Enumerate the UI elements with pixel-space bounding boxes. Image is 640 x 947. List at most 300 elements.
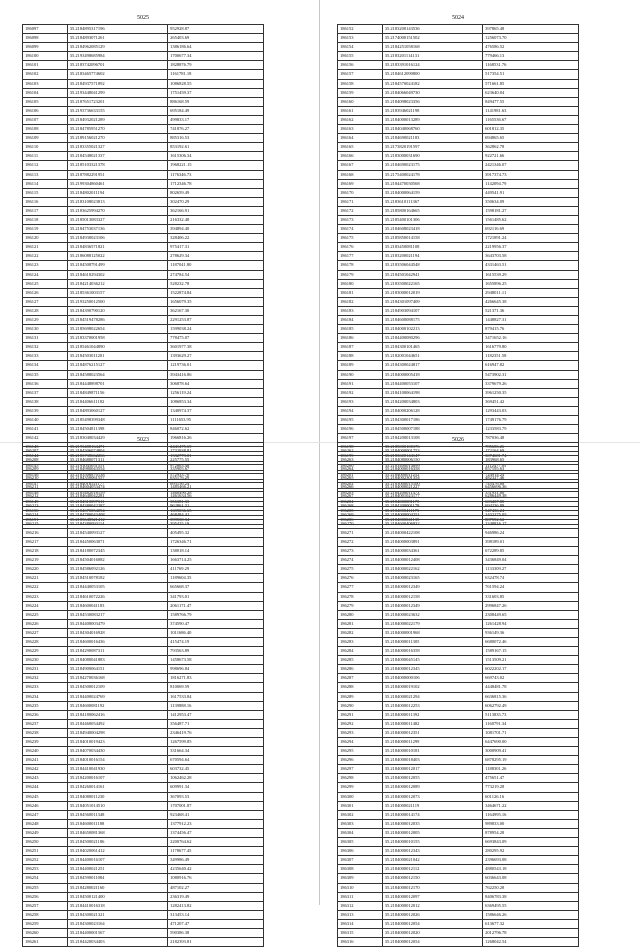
row-id-cell: 186282 (338, 628, 383, 637)
table-row (338, 674, 579, 683)
coordinate-cell: 35.2184895317196 (67, 25, 167, 34)
coordinate-cell: 35.2184000012150 (382, 874, 482, 883)
value-cell: 395425.19 (168, 519, 264, 528)
row-id-cell: 186316 (338, 938, 383, 947)
coordinate-cell: 35.2186088125022 (67, 252, 167, 261)
coordinate-cell: 35.2184903094107 (382, 306, 482, 315)
coordinate-cell: 35.2184900064151 (67, 665, 167, 674)
value-cell: 475651.47 (483, 774, 579, 783)
row-id-cell: 186175 (338, 234, 383, 243)
value-cell: 2432275.05 (483, 510, 579, 519)
coordinate-cell: 35.2184504811398 (67, 425, 167, 434)
row-id-cell: 186297 (338, 765, 383, 774)
row-id-cell: 186166 (338, 152, 383, 161)
table-row (338, 574, 579, 583)
coordinate-cell: 35.2184301097409 (382, 297, 482, 306)
coordinate-cell: 35.2184000013289 (382, 115, 482, 124)
table-row (23, 583, 264, 592)
table-row (338, 125, 579, 134)
value-cell: 3436849.04 (483, 556, 579, 565)
coordinate-cell: 35.2184000012054 (382, 938, 482, 947)
coordinate-cell: 35.2184000021227 (382, 483, 482, 492)
table-row (23, 665, 264, 674)
row-id-cell: 186292 (338, 719, 383, 728)
page-number: 5026 (452, 437, 464, 443)
row-id-cell: 186191 (338, 379, 383, 388)
value-cell: 1233583.79 (483, 425, 579, 434)
row-id-cell: 186204 (338, 497, 383, 506)
value-cell: 1081701.71 (483, 728, 579, 737)
coordinate-cell: 35.2183370001958 (67, 334, 167, 343)
value-cell: 1726346.71 (168, 537, 264, 546)
row-id-cell: 186211 (23, 483, 68, 492)
row-id-cell: 186294 (338, 738, 383, 747)
value-cell: 487102.27 (168, 883, 264, 892)
coordinate-cell: 35.2184470030568 (382, 179, 482, 188)
row-id-cell: 186241 (23, 756, 68, 765)
table-row (23, 774, 264, 783)
table-row (338, 388, 579, 397)
row-id-cell: 186269 (338, 510, 383, 519)
table-row (23, 928, 264, 937)
table-row (23, 738, 264, 747)
table-row (338, 838, 579, 847)
value-cell: 471207.47 (168, 919, 264, 928)
row-id-cell: 186248 (23, 819, 68, 828)
coordinate-cell: 35.2184802011194 (67, 188, 167, 197)
coordinate-cell: 35.2183391016124 (382, 61, 482, 70)
row-id-cell: 186136 (23, 379, 68, 388)
table-row (338, 370, 579, 379)
coordinate-cell: 35.2184000021042 (382, 856, 482, 865)
coordinate-cell: 35.2183600144147 (382, 452, 482, 461)
value-cell: 274784.54 (168, 270, 264, 279)
row-id-cell: 186129 (23, 316, 68, 325)
coordinate-cell: 35.2184610072226 (67, 592, 167, 601)
row-id-cell: 186174 (338, 225, 383, 234)
row-id-cell: 186275 (338, 565, 383, 574)
coordinate-cell: 35.2184016521177 (67, 479, 167, 488)
value-cell: 3643703.58 (483, 252, 579, 261)
row-id-cell: 186145 (23, 461, 68, 470)
table-row (338, 501, 579, 510)
table-row (338, 519, 579, 528)
value-cell: 499833.17 (168, 115, 264, 124)
table-row (23, 243, 264, 252)
row-id-cell: 186103 (23, 79, 68, 88)
table-row (23, 510, 264, 519)
value-cell: 349986.49 (168, 856, 264, 865)
coordinate-cell: 35.2184618294302 (67, 270, 167, 279)
row-id-cell: 186312 (338, 901, 383, 910)
value-cell: 183968.65 (483, 456, 579, 465)
row-id-cell: 186134 (23, 361, 68, 370)
table-row (338, 25, 579, 34)
row-id-cell: 186187 (338, 343, 383, 352)
coordinate-cell: 35.2183738662266 (67, 452, 167, 461)
value-cell: 975417.31 (168, 243, 264, 252)
table-row (23, 61, 264, 70)
table-row (23, 483, 264, 492)
coordinate-cell: 35.2185461044890 (67, 343, 167, 352)
row-id-cell: 186205 (338, 506, 383, 515)
row-id-cell: 186162 (338, 115, 383, 124)
coordinate-cell: 35.2184450063071 (67, 537, 167, 546)
row-id-cell: 186180 (338, 279, 383, 288)
coordinate-cell: 35.2184000422108 (382, 528, 482, 537)
row-id-cell: 186107 (23, 115, 68, 124)
coordinate-cell: 35.2183648321412 (67, 516, 167, 525)
coordinate-cell: 35.2184350061557 (67, 474, 167, 483)
value-cell: 3943416.86 (168, 370, 264, 379)
value-cell: 1616779.80 (483, 343, 579, 352)
table-row (23, 252, 264, 261)
table-row (338, 52, 579, 61)
coordinate-cell: 35.2184600011188 (67, 819, 167, 828)
value-cell: 1282413.82 (168, 901, 264, 910)
row-id-cell: 186202 (338, 479, 383, 488)
value-cell: 1828876.79 (168, 61, 264, 70)
table-row (338, 234, 579, 243)
row-id-cell: 186309 (338, 874, 383, 883)
table-row (338, 97, 579, 106)
value-cell: 302470.29 (168, 197, 264, 206)
table-row (23, 601, 264, 610)
value-cell: 962861.31 (168, 501, 264, 510)
row-id-cell: 186157 (338, 70, 383, 79)
row-id-cell: 186305 (338, 838, 383, 847)
coordinate-cell: 35.2184180062416 (67, 710, 167, 719)
value-cell: 4331463.51 (483, 261, 579, 270)
coordinate-cell: 35.2183625994270 (67, 206, 167, 215)
value-cell: 216332.48 (168, 215, 264, 224)
row-id-cell: 186114 (23, 179, 68, 188)
table-row (23, 388, 264, 397)
coordinate-cell: 35.2184300021321 (67, 910, 167, 919)
coordinate-cell: 35.2183506044548 (382, 261, 482, 270)
row-id-cell: 186267 (338, 492, 383, 501)
value-cell: 394894.40 (168, 225, 264, 234)
row-id-cell: 186110 (23, 143, 68, 152)
row-id-cell: 186139 (23, 406, 68, 415)
coordinate-cell: 35.2184588023564 (67, 370, 167, 379)
value-cell: 923468.41 (168, 810, 264, 819)
row-id-cell: 186155 (338, 52, 383, 61)
coordinate-cell: 35.2193736633155 (67, 106, 167, 115)
value-cell: 2441475.69 (168, 443, 264, 452)
value-cell: 665668.37 (168, 583, 264, 592)
table-row (23, 810, 264, 819)
coordinate-cell: 35.2184000000106 (382, 674, 482, 683)
value-cell: 2396693.08 (483, 856, 579, 865)
table-row (23, 710, 264, 719)
table-row (23, 261, 264, 270)
value-cell: 616947.82 (483, 361, 579, 370)
table-row (338, 343, 579, 352)
table-row (23, 234, 264, 243)
coordinate-cell: 35.2184200016107 (67, 774, 167, 783)
value-cell: 313453.14 (168, 910, 264, 919)
row-id-cell: 186133 (23, 352, 68, 361)
table-row (23, 79, 264, 88)
coordinate-cell: 35.2184000012012 (382, 901, 482, 910)
row-id-cell: 186131 (23, 334, 68, 343)
value-cell: 415474.19 (168, 637, 264, 646)
value-cell: 4880543.18 (483, 865, 579, 874)
row-id-cell: 186152 (338, 25, 383, 34)
coordinate-cell: 35.2184604053474 (67, 483, 167, 492)
table-row (338, 225, 579, 234)
value-cell: 1188301.26 (483, 765, 579, 774)
value-cell: 306878.64 (168, 379, 264, 388)
value-cell: 350634.09 (483, 197, 579, 206)
coordinate-cell: 35.2184570024182 (382, 79, 482, 88)
value-cell: 6878295.19 (483, 756, 579, 765)
table-row (23, 574, 264, 583)
table-row (23, 70, 264, 79)
value-cell: 1598181.27 (483, 206, 579, 215)
row-id-cell: 186302 (338, 810, 383, 819)
value-cell: 1332773.01 (168, 452, 264, 461)
value-cell: 398189.01 (483, 537, 579, 546)
table-row (338, 34, 579, 43)
value-cell: 328406.22 (168, 234, 264, 243)
row-id-cell: 186221 (23, 574, 68, 583)
coordinate-cell: 35.2184540093127 (67, 528, 167, 537)
coordinate-cell: 35.2184753037136 (67, 225, 167, 234)
value-cell: 692116.69 (483, 225, 579, 234)
value-cell: 1655896.25 (483, 279, 579, 288)
value-cell: 1293443.03 (483, 406, 579, 415)
table-row (23, 701, 264, 710)
row-id-cell: 186279 (338, 601, 383, 610)
value-cell: 1182351.58 (483, 352, 579, 361)
row-id-cell: 186252 (23, 856, 68, 865)
table-row (23, 325, 264, 334)
table-row (338, 801, 579, 810)
row-id-cell: 186198 (338, 443, 383, 452)
table-row (23, 747, 264, 756)
value-cell: 399530.34 (168, 516, 264, 525)
coordinate-cell: 35.2184932021289 (67, 115, 167, 124)
table-row (23, 206, 264, 215)
coordinate-cell: 35.2184000011252 (382, 470, 482, 479)
value-cell: 331603.85 (483, 592, 579, 601)
table-row (23, 456, 264, 465)
coordinate-cell: 35.2184400001567 (67, 928, 167, 937)
row-id-cell: 186251 (23, 847, 68, 856)
row-id-cell: 186225 (23, 610, 68, 619)
coordinate-cell: 35.2183000015100 (382, 479, 482, 488)
row-id-cell: 186146 (23, 470, 68, 479)
table-row (338, 874, 579, 883)
coordinate-cell: 35.2184020061412 (67, 847, 167, 856)
table-row (23, 279, 264, 288)
value-cell: 1968221.15 (168, 161, 264, 170)
coordinate-cell: 35.2183610111367 (382, 197, 482, 206)
coordinate-cell: 35.2184400024769 (67, 692, 167, 701)
value-cell: 603437.80 (483, 497, 579, 506)
row-id-cell: 186213 (23, 501, 68, 510)
table-row (338, 197, 579, 206)
value-cell: 853192.61 (168, 143, 264, 152)
coordinate-cell: 35.2184000001753 (382, 447, 482, 456)
coordinate-cell: 35.2184300101465 (382, 343, 482, 352)
table-row (23, 501, 264, 510)
coordinate-cell: 35.2184260014161 (67, 783, 167, 792)
coordinate-cell: 35.2183450081108 (382, 243, 482, 252)
value-cell: 857195.63 (483, 465, 579, 474)
table-row (23, 847, 264, 856)
value-cell: 1133309.27 (483, 565, 579, 574)
value-cell: 3917374.73 (483, 170, 579, 179)
value-cell: 773219.28 (483, 783, 579, 792)
row-id-cell: 186254 (23, 874, 68, 883)
row-id-cell: 186173 (338, 215, 383, 224)
row-id-cell: 186308 (338, 865, 383, 874)
table-row (23, 647, 264, 656)
row-id-cell: 186214 (23, 510, 68, 519)
coordinate-cell: 35.2193250012500 (67, 297, 167, 306)
row-id-cell: 186253 (23, 865, 68, 874)
table-row (338, 701, 579, 710)
table-row (338, 892, 579, 901)
coordinate-cell: 35.2193488164471 (67, 443, 167, 452)
row-id-cell: 186117 (23, 206, 68, 215)
row-id-cell: 186280 (338, 610, 383, 619)
coordinate-cell: 35.2184000012097 (382, 892, 482, 901)
table-row (338, 819, 579, 828)
row-id-cell: 186171 (338, 197, 383, 206)
value-cell: 3000909.41 (483, 747, 579, 756)
value-cell: 1749176.79 (483, 416, 579, 425)
value-cell: 1268042.54 (483, 938, 579, 947)
row-id-cell: 186119 (23, 225, 68, 234)
value-cell: 623640.04 (483, 88, 579, 97)
value-cell: 762250.28 (483, 883, 579, 892)
row-id-cell: 186125 (23, 279, 68, 288)
coordinate-cell: 35.2184448898701 (67, 379, 167, 388)
value-cell: 3961250.35 (483, 388, 579, 397)
table-row (338, 134, 579, 143)
coordinate-cell: 35.2184200013108 (382, 434, 482, 443)
value-cell: 405495.32 (168, 528, 264, 537)
coordinate-cell: 35.2199304860461 (67, 179, 167, 188)
value-cell: 849477.55 (483, 97, 579, 106)
value-cell: 761594.24 (483, 583, 579, 592)
value-cell: 1256119.24 (168, 388, 264, 397)
value-cell: 1586646.26 (483, 910, 579, 919)
value-cell: 4266645.38 (483, 297, 579, 306)
row-id-cell: 186296 (338, 756, 383, 765)
row-id-cell: 186199 (338, 452, 383, 461)
row-id-cell: 186298 (338, 774, 383, 783)
value-cell: 1393629.27 (168, 352, 264, 361)
row-id-cell: 186273 (338, 547, 383, 556)
table-row (23, 115, 264, 124)
coordinate-cell: 35.2184010019423 (67, 738, 167, 747)
value-cell: 793563.89 (168, 647, 264, 656)
row-id-cell: 186128 (23, 306, 68, 315)
row-id-cell: 186242 (23, 765, 68, 774)
table-row (23, 397, 264, 406)
coordinate-cell: 35.2184420034403 (67, 938, 167, 947)
coordinate-cell: 35.2184000041135 (382, 516, 482, 525)
value-cell: 878954.28 (483, 828, 579, 837)
table-row (23, 619, 264, 628)
coordinate-cell: 35.2184440053105 (67, 583, 167, 592)
coordinate-cell: 35.2184519478286 (67, 316, 167, 325)
value-cell: 1062462.28 (168, 774, 264, 783)
coordinate-cell: 35.2185013083327 (67, 215, 167, 224)
coordinate-cell: 35.2184000022162 (382, 565, 482, 574)
table-row (23, 528, 264, 537)
value-cell: 362167.30 (168, 306, 264, 315)
row-id-cell: 186276 (338, 574, 383, 583)
row-id-cell: 186220 (23, 565, 68, 574)
row-id-cell: 186185 (338, 325, 383, 334)
row-id-cell: 186240 (23, 747, 68, 756)
table-row (338, 252, 579, 261)
table-row (338, 161, 579, 170)
coordinate-cell: 35.2183200143536 (382, 25, 482, 34)
coordinate-cell: 35.2184410016318 (67, 901, 167, 910)
row-id-cell: 186197 (338, 434, 383, 443)
table-row (338, 865, 579, 874)
value-cell: 2012796.78 (483, 928, 579, 937)
row-id-cell: 186310 (338, 883, 383, 892)
data-table (337, 446, 579, 947)
coordinate-cell: 35.2184785951270 (67, 125, 167, 134)
table-row (338, 783, 579, 792)
value-cell: 693156.24 (168, 479, 264, 488)
row-id-cell: 186278 (338, 592, 383, 601)
table-row (338, 665, 579, 674)
coordinate-cell: 35.2185698022654 (67, 325, 167, 334)
value-cell: 613677.32 (483, 919, 579, 928)
table-row (23, 874, 264, 883)
coordinate-cell: 35.2184066049730 (382, 88, 482, 97)
table-row (338, 938, 579, 947)
coordinate-cell: 35.2184530083217 (67, 610, 167, 619)
coordinate-cell: 35.2185000100176 (382, 443, 482, 452)
coordinate-cell: 35.2184600406932 (382, 519, 482, 528)
row-id-cell: 186124 (23, 270, 68, 279)
table-row (23, 134, 264, 143)
table-row (338, 43, 579, 52)
value-cell: 1589167.15 (483, 647, 579, 656)
table-row (23, 492, 264, 501)
row-id-cell: 186290 (338, 701, 383, 710)
coordinate-cell: 35.2184893071261 (67, 34, 167, 43)
table-row (23, 856, 264, 865)
table-row (23, 197, 264, 206)
coordinate-cell: 35.2184000010155 (382, 838, 482, 847)
coordinate-cell: 35.2183000012019 (382, 288, 482, 297)
table-row (338, 547, 579, 556)
coordinate-cell: 35.2184670054094 (67, 506, 167, 515)
table-row (338, 243, 579, 252)
value-cell: 972863.48 (168, 461, 264, 470)
row-id-cell: 186216 (23, 528, 68, 537)
coordinate-cell: 35.2184270036168 (67, 674, 167, 683)
coordinate-cell: 35.2184548021337 (67, 152, 167, 161)
coordinate-cell: 35.2184000021294 (382, 692, 482, 701)
table-row (338, 765, 579, 774)
table-row (23, 52, 264, 61)
value-cell: 1732938.81 (168, 447, 264, 456)
coordinate-cell: 35.2184000012349 (382, 601, 482, 610)
